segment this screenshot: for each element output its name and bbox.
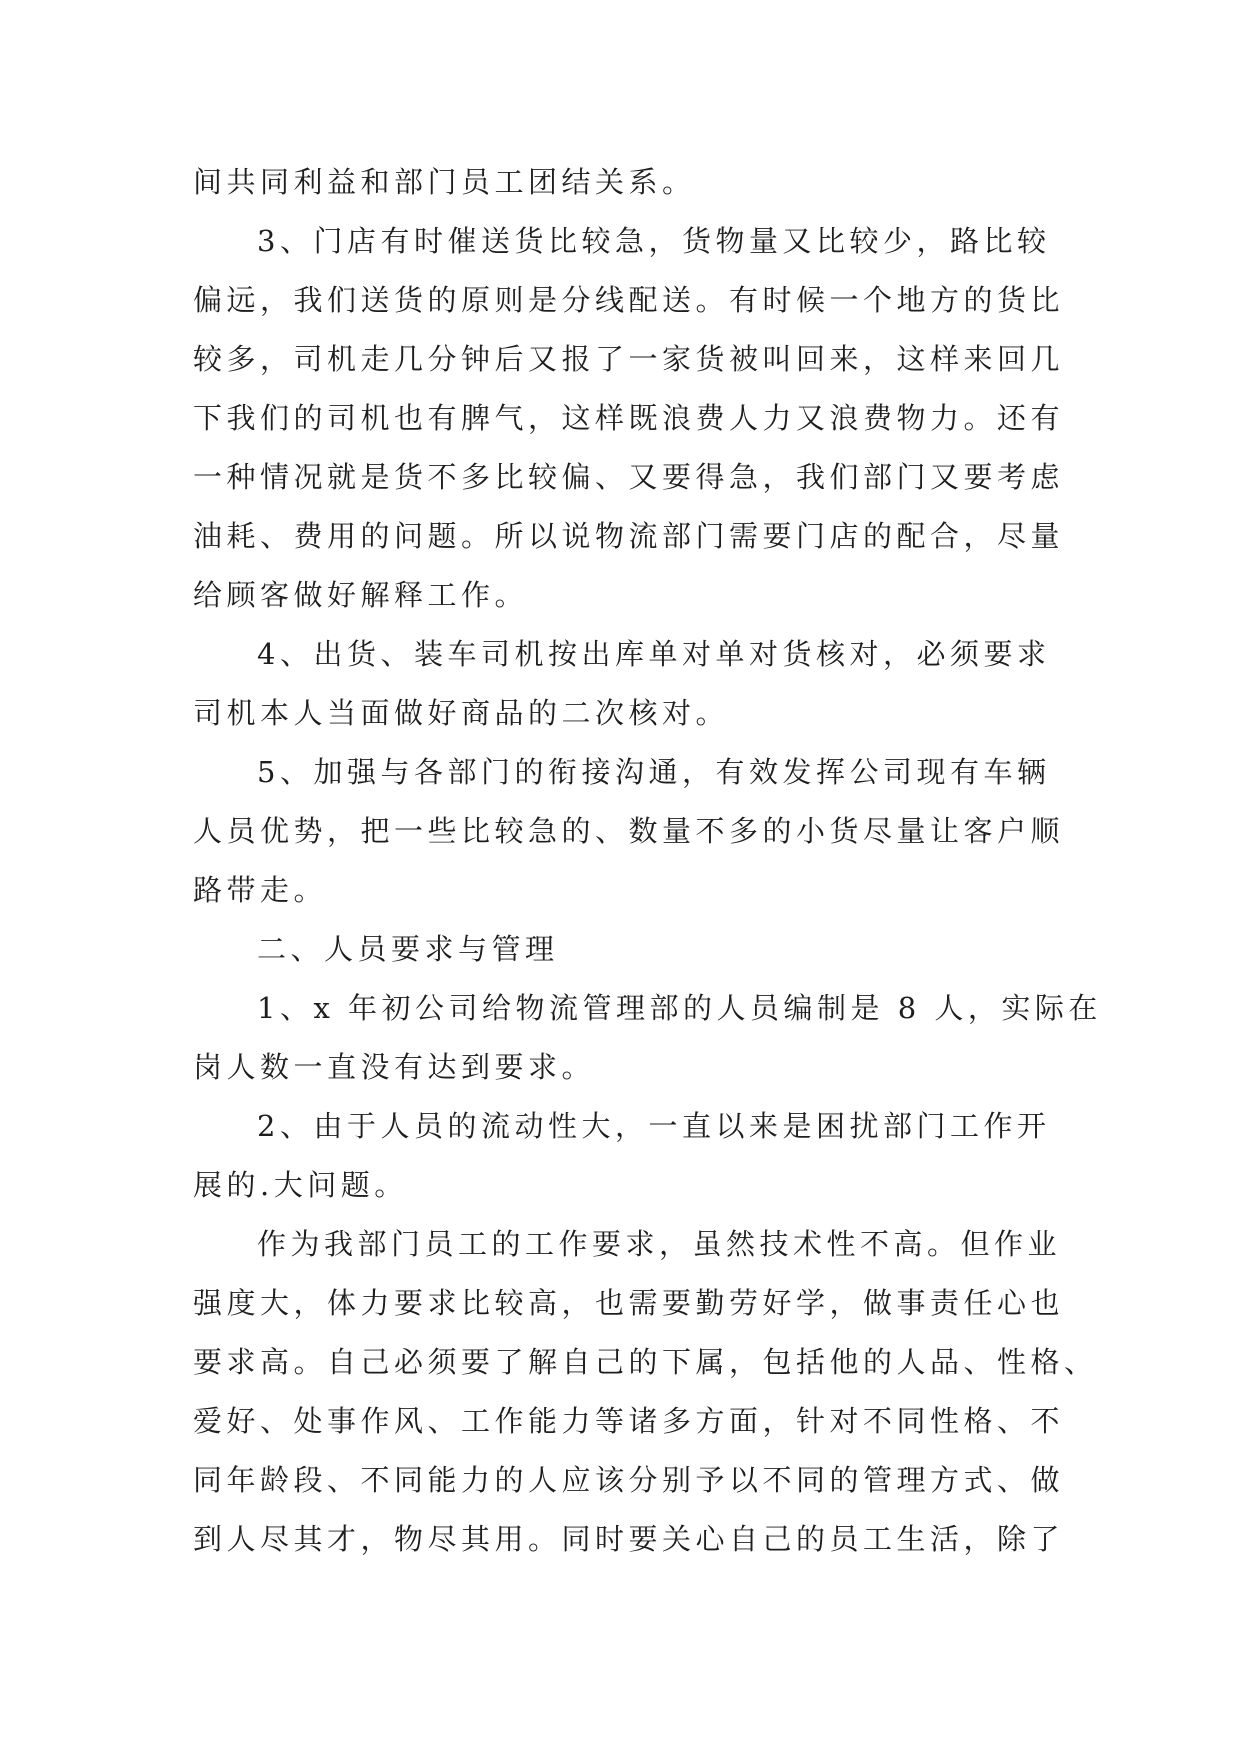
text-line: 强度大，体力要求比较高，也需要勤劳好学，做事责任心也 [193, 1286, 1065, 1320]
text-line: 3、门店有时催送货比较急，货物量又比较少，路比较 [257, 224, 1051, 258]
text-line: 作为我部门员工的工作要求，虽然技术性不高。但作业 [257, 1227, 1062, 1261]
text-line: 一种情况就是货不多比较偏、又要得急，我们部门又要考虑 [193, 460, 1065, 494]
text-line: 1、x 年初公司给物流管理部的人员编制是 8 人，实际在 [257, 991, 1102, 1025]
text-line: 同年龄段、不同能力的人应该分别予以不同的管理方式、做 [193, 1463, 1065, 1497]
text-line: 二、人员要求与管理 [257, 932, 559, 966]
text-line: 较多，司机走几分钟后又报了一家货被叫回来，这样来回几 [193, 342, 1065, 376]
text-line: 5、加强与各部门的衔接沟通，有效发挥公司现有车辆 [257, 755, 1051, 789]
text-line: 间共同利益和部门员工团结关系。 [193, 165, 696, 199]
text-line: 4、出货、装车司机按出库单对单对货核对，必须要求 [257, 637, 1051, 671]
text-line: 下我们的司机也有脾气，这样既浪费人力又浪费物力。还有 [193, 401, 1065, 435]
text-line: 油耗、费用的问题。所以说物流部门需要门店的配合，尽量 [193, 519, 1065, 553]
text-line: 人员优势，把一些比较急的、数量不多的小货尽量让客户顺 [193, 814, 1065, 848]
text-line: 司机本人当面做好商品的二次核对。 [193, 696, 730, 730]
text-line: 爱好、处事作风、工作能力等诸多方面，针对不同性格、不 [193, 1404, 1065, 1438]
document-body [193, 153, 1102, 1569]
text-line: 到人尽其才，物尽其用。同时要关心自己的员工生活，除了 [193, 1522, 1065, 1556]
text-line: 2、由于人员的流动性大，一直以来是困扰部门工作开 [257, 1109, 1051, 1143]
text-line: 展的.大问题。 [193, 1168, 408, 1202]
text-line: 岗人数一直没有达到要求。 [193, 1050, 596, 1084]
text-line: 路带走。 [193, 873, 328, 907]
text-line: 要求高。自己必须要了解自己的下属，包括他的人品、性格、 [193, 1345, 1098, 1379]
text-line: 给顾客做好解释工作。 [193, 578, 529, 612]
text-line: 偏远，我们送货的原则是分线配送。有时候一个地方的货比 [193, 283, 1065, 317]
